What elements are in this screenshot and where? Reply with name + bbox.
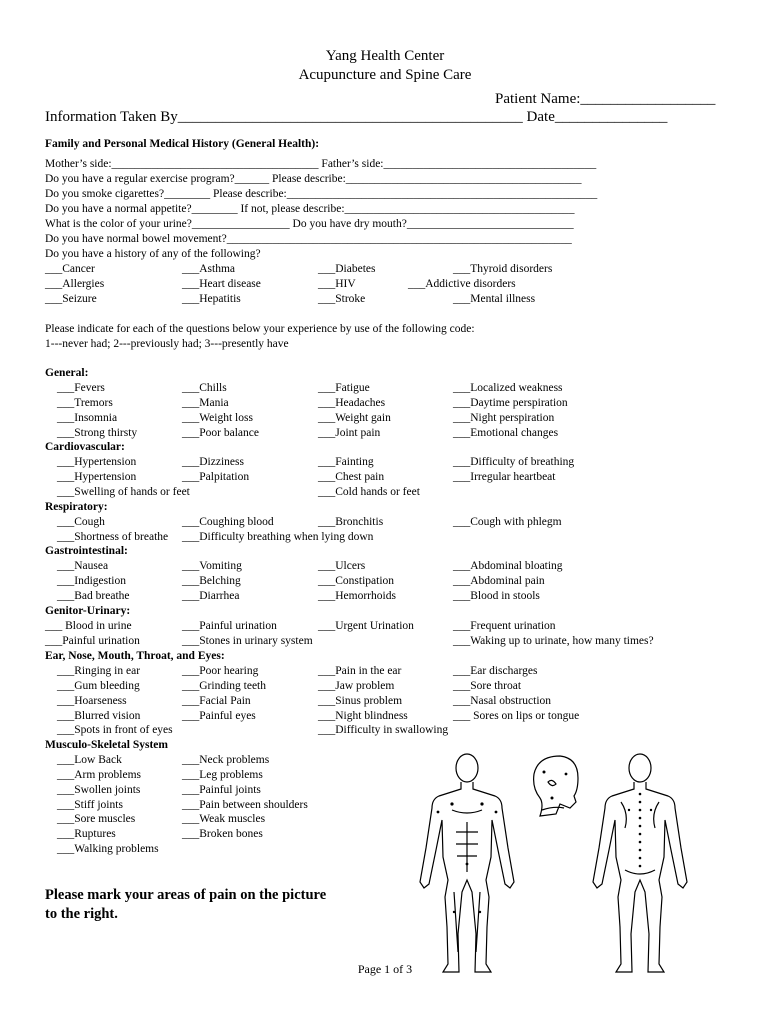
symptom-item[interactable]: ___Insomnia [57, 411, 118, 424]
symptom-item[interactable]: ___Cough [57, 516, 105, 528]
symptom-item[interactable]: ___Dizziness [182, 456, 244, 468]
instructions-line2: 1---never had; 2---previously had; 3---presently have [45, 338, 289, 350]
condition-item[interactable]: ___Mental illness [453, 293, 536, 305]
section-cardiovascular: Cardiovascular: [45, 441, 125, 453]
symptom-item[interactable]: ___Poor hearing [182, 665, 259, 677]
symptom-item[interactable]: ___Nausea [57, 560, 109, 572]
condition-item[interactable]: ___Asthma [182, 263, 236, 275]
symptom-item[interactable]: ___Hoarseness [57, 694, 127, 707]
history-question[interactable]: Do you have a normal appetite?________ If not, please describe:________________________________________ [45, 203, 575, 215]
symptom-item[interactable]: ___Fainting [318, 456, 374, 468]
symptom-item[interactable]: ___Shortness of breathe [57, 531, 169, 543]
symptom-item[interactable]: ___Painful urination [182, 620, 277, 632]
condition-item[interactable]: ___Heart disease [182, 278, 261, 290]
symptom-item[interactable]: ___Walking problems [57, 843, 159, 856]
section-musculo-skeletal: Musculo-Skeletal System [45, 739, 168, 751]
history-question[interactable]: What is the color of your urine?_________________ Do you have dry mouth?_____________________________ [45, 218, 574, 230]
history-question[interactable]: Do you have a regular exercise program?______ Please describe:_________________________________________ [45, 173, 582, 185]
patient-name-field[interactable]: Patient Name:__________________ [495, 91, 716, 107]
symptom-item[interactable]: ___Hypertension [57, 456, 137, 468]
symptom-item[interactable]: ___Neck problems [182, 754, 270, 766]
symptom-item[interactable]: ___Waking up to urinate, how many times? [453, 635, 654, 647]
symptom-item[interactable]: ___Ulcers [318, 560, 366, 572]
symptom-item[interactable]: ___Frequent urination [453, 620, 556, 632]
symptom-item[interactable]: ___Fatigue [318, 382, 370, 394]
symptom-item[interactable]: ___Spots in front of eyes [57, 724, 173, 737]
symptom-item[interactable]: ___Cough with phlegm [453, 516, 562, 528]
symptom-item[interactable]: ___Indigestion [57, 574, 126, 587]
condition-item[interactable]: ___Diabetes [318, 263, 376, 275]
symptom-item[interactable]: ___Leg problems [182, 768, 263, 781]
symptom-item[interactable]: ___Blurred vision [57, 709, 141, 722]
condition-item[interactable]: ___Seizure [45, 293, 97, 305]
symptom-item[interactable]: ___Pain between shoulders [182, 798, 308, 811]
pain-prompt [45, 886, 326, 924]
pain-prompt-line1: Please mark your areas of pain on the picture [45, 887, 327, 903]
history-question[interactable]: Do you smoke cigarettes?________ Please describe:______________________________________________________ [45, 188, 598, 200]
symptom-item[interactable]: ___Swelling of hands or feet [57, 485, 190, 498]
section-gastrointestinal: Gastrointestinal: [45, 545, 128, 557]
instructions-line1: Please indicate for each of the questions below your experience by use of the following code: [45, 323, 475, 335]
symptom-item[interactable]: ___Constipation [318, 574, 395, 587]
symptom-item[interactable]: ___Low Back [57, 754, 122, 766]
condition-item[interactable]: ___Allergies [45, 278, 105, 290]
section-respiratory: Respiratory: [45, 501, 108, 513]
symptom-item[interactable]: ___Bad breathe [57, 589, 130, 602]
symptom-item[interactable]: ___Facial Pain [182, 694, 251, 707]
symptom-item[interactable]: ___Strong thirsty [57, 426, 138, 439]
symptom-item[interactable]: ___Broken bones [182, 828, 263, 841]
center-subtitle: Acupuncture and Spine Care [298, 67, 472, 83]
symptom-item[interactable]: ___Abdominal bloating [453, 560, 563, 572]
symptom-item[interactable]: ___Weight gain [318, 411, 391, 424]
symptom-item[interactable]: ___Chest pain [318, 470, 385, 483]
symptom-item[interactable]: ___Painful joints [182, 783, 261, 796]
history-question[interactable]: Do you have normal bowel movement?____________________________________________________________ [45, 233, 572, 245]
symptom-item[interactable]: ___Blood in stools [453, 589, 540, 602]
condition-item[interactable]: ___Hepatitis [182, 293, 241, 305]
symptom-item[interactable]: ___Ear discharges [453, 665, 538, 677]
symptom-item[interactable]: ___Belching [182, 574, 241, 587]
symptom-item[interactable]: ___Joint pain [318, 426, 381, 439]
symptom-item[interactable]: ___Pain in the ear [318, 665, 402, 677]
symptom-item[interactable]: ___Difficulty breathing when lying down [182, 531, 374, 543]
condition-item[interactable]: ___HIV [318, 278, 356, 290]
symptom-item[interactable]: ___Bronchitis [318, 516, 384, 528]
condition-item[interactable]: ___Stroke [318, 293, 366, 305]
condition-item[interactable]: ___Cancer [45, 263, 95, 275]
symptom-item[interactable]: ___Sore throat [453, 679, 522, 692]
center-name: Yang Health Center [325, 48, 445, 64]
symptom-item[interactable]: ___Weight loss [182, 411, 253, 424]
symptom-item[interactable]: ___Chills [182, 382, 227, 394]
history-question[interactable]: Mother’s side:____________________________________ Father’s side:_____________________________________ [45, 158, 597, 170]
symptom-item[interactable]: ___Painful eyes [182, 709, 256, 722]
symptom-item[interactable]: ___Gum bleeding [57, 679, 140, 692]
symptom-item[interactable]: ___Fevers [57, 382, 105, 394]
condition-item[interactable]: ___Thyroid disorders [453, 263, 553, 275]
symptom-item[interactable]: ___Ringing in ear [57, 665, 141, 677]
symptom-item[interactable]: ___Abdominal pain [453, 574, 545, 587]
symptom-item[interactable]: ___Mania [182, 396, 229, 409]
symptom-item[interactable]: ___Difficulty in swallowing [318, 724, 449, 737]
section-general: General: [45, 367, 89, 379]
symptom-item[interactable]: ___Vomiting [182, 560, 242, 572]
symptom-item[interactable]: ___Painful urination [45, 635, 140, 647]
symptom-item[interactable]: ___Difficulty of breathing [453, 456, 575, 468]
symptom-item[interactable]: ___Stiff joints [57, 798, 123, 811]
symptom-item[interactable]: ___Sore muscles [57, 813, 136, 826]
symptom-item[interactable]: ___Jaw problem [318, 679, 395, 692]
symptom-item[interactable]: ___Sinus problem [318, 694, 403, 707]
symptom-item[interactable]: ___Emotional changes [453, 426, 559, 439]
symptom-item[interactable]: ___Grinding teeth [182, 679, 266, 692]
information-taken-by-field[interactable]: Information Taken By______________________________________________ Date_______________ [45, 109, 668, 125]
symptom-item[interactable]: ___Poor balance [182, 426, 259, 439]
history-question: Do you have a history of any of the following? [45, 248, 261, 260]
symptom-item[interactable]: ___ Blood in urine [45, 620, 132, 632]
condition-item[interactable]: ___Addictive disorders [408, 278, 516, 290]
symptom-item[interactable]: ___Hypertension [57, 470, 137, 483]
pain-prompt-line2: to the right. [45, 906, 118, 922]
symptom-item[interactable]: ___Palpitation [182, 470, 250, 483]
symptom-item[interactable]: ___Weak muscles [182, 813, 266, 826]
body-front-icon[interactable] [412, 752, 522, 974]
symptom-item[interactable]: ___Stones in urinary system [182, 635, 313, 647]
symptom-item[interactable]: ___Hemorrhoids [318, 589, 396, 602]
symptom-item[interactable]: ___Night perspiration [453, 411, 555, 424]
symptom-item[interactable]: ___Tremors [57, 396, 113, 409]
symptom-item[interactable]: ___Nasal obstruction [453, 694, 552, 707]
symptom-item[interactable]: ___Coughing blood [182, 516, 274, 528]
symptom-item[interactable]: ___Arm problems [57, 768, 142, 781]
symptom-item[interactable]: ___ Sores on lips or tongue [453, 709, 580, 722]
body-back-icon[interactable] [585, 752, 695, 974]
history-title: Family and Personal Medical History (General Health): [45, 138, 320, 150]
symptom-item[interactable]: ___Swollen joints [57, 783, 141, 796]
section-ear-nose-throat-eyes: Ear, Nose, Mouth, Throat, and Eyes: [45, 650, 225, 662]
symptom-item[interactable]: ___Ruptures [57, 828, 116, 841]
head-side-icon[interactable] [530, 752, 582, 818]
symptom-item[interactable]: ___Urgent Urination [318, 620, 414, 632]
symptom-item[interactable]: ___Irregular heartbeat [453, 470, 556, 483]
section-genitor-urinary: Genitor-Urinary: [45, 605, 131, 617]
symptom-item[interactable]: ___Headaches [318, 396, 386, 409]
symptom-item[interactable]: ___Cold hands or feet [318, 485, 420, 498]
symptom-item[interactable]: ___Night blindness [318, 709, 408, 722]
symptom-item[interactable]: ___Daytime perspiration [453, 396, 568, 409]
page-number: Page 1 of 3 [357, 962, 413, 976]
symptom-item[interactable]: ___Diarrhea [182, 589, 240, 602]
symptom-item[interactable]: ___Localized weakness [453, 382, 563, 394]
